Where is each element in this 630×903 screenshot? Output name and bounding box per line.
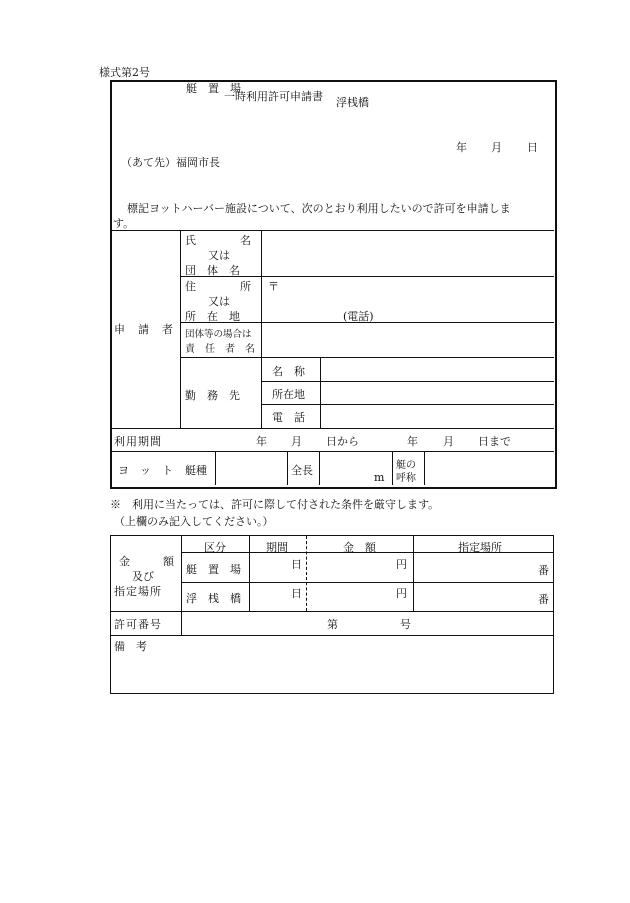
- representative-field[interactable]: [262, 323, 553, 356]
- workplace-phone-label: 電 話: [272, 411, 305, 424]
- row1-day-unit: 日: [291, 558, 302, 571]
- date-year: 年: [456, 141, 467, 154]
- representative-label-2: 責 任 者 名: [185, 344, 255, 355]
- period-from-year: 年: [256, 435, 267, 448]
- row1-yen-unit: 円: [396, 558, 407, 571]
- workplace-name-label: 名 称: [272, 365, 305, 378]
- row2-place-unit: 番: [538, 593, 549, 606]
- period-to-day: 日まで: [478, 435, 511, 448]
- postal-mark: 〒: [268, 280, 279, 293]
- phone-label: (電話): [343, 310, 374, 323]
- addressee: （あて先）福岡市長: [121, 156, 220, 169]
- remarks-label: 備 考: [114, 640, 147, 653]
- address-label-2: 又は: [208, 295, 230, 308]
- row1-place-unit: 番: [538, 564, 549, 577]
- office-use-table: [110, 535, 554, 694]
- header-category: 区分: [204, 541, 226, 554]
- amount-label-2: 及び: [132, 570, 154, 583]
- header-place: 指定場所: [458, 541, 502, 554]
- yacht-label: ヨ ッ ト: [118, 464, 173, 477]
- workplace-label: 勤 務 先: [185, 389, 240, 402]
- row1-category: 艇 置 場: [186, 563, 241, 576]
- period-from-day: 日から: [326, 435, 359, 448]
- name-label-3: 団 体 名: [185, 264, 240, 277]
- name-field[interactable]: [262, 231, 553, 275]
- title-line-2: 一時利用許可申請書: [224, 90, 323, 103]
- period-to-month: 月: [443, 435, 454, 448]
- yacht-type-field[interactable]: [216, 452, 286, 484]
- note-line-2: （上欄のみ記入してください。）: [114, 515, 274, 528]
- workplace-address-field[interactable]: [321, 382, 553, 403]
- address-label-3: 所 在 地: [185, 310, 240, 323]
- form-number: 様式第2号: [99, 66, 150, 79]
- address-field[interactable]: [262, 277, 553, 321]
- date-day: 日: [527, 141, 538, 154]
- row2-yen-unit: 円: [396, 587, 407, 600]
- workplace-address-label: 所在地: [272, 388, 305, 401]
- period-to-year: 年: [407, 435, 418, 448]
- date-month: 月: [491, 141, 502, 154]
- intro-line-2: す。: [113, 217, 135, 230]
- workplace-phone-field[interactable]: [321, 405, 553, 427]
- amount-label-3: 指定場所: [114, 585, 162, 598]
- row2-category: 浮 桟 橋: [186, 592, 241, 605]
- workplace-name-field[interactable]: [321, 358, 553, 380]
- yacht-callsign-label-2: 呼称: [396, 473, 416, 484]
- yacht-length-field[interactable]: [320, 452, 391, 484]
- header-amount: 金 額: [343, 541, 376, 554]
- title-line-3: 浮桟橋: [336, 96, 369, 109]
- address-label-1: 住 所: [185, 280, 251, 293]
- title-line-1: 艇 置 場: [186, 82, 241, 95]
- yacht-callsign-field[interactable]: [425, 452, 552, 484]
- period-field[interactable]: [181, 429, 553, 451]
- name-label-2: 又は: [208, 249, 230, 262]
- yacht-length-label: 全長: [291, 464, 313, 477]
- amount-label-1: 金 額: [119, 555, 174, 568]
- yacht-length-unit: m: [374, 471, 385, 484]
- permit-no: 第: [327, 618, 338, 631]
- period-from-month: 月: [291, 435, 302, 448]
- row2-day-unit: 日: [291, 587, 302, 600]
- period-label: 利用期間: [114, 435, 162, 448]
- yacht-callsign-label-1: 艇の: [396, 460, 416, 471]
- yacht-type-label: 艇種: [185, 464, 207, 477]
- permit-label: 許可番号: [114, 618, 162, 631]
- header-period: 期間: [266, 541, 288, 554]
- intro-line-1: 標記ヨットハーバー施設について、次のとおり利用したいので許可を申請しま: [127, 202, 511, 215]
- permit-go: 号: [400, 618, 411, 631]
- name-label-1: 氏 名: [185, 234, 251, 247]
- note-line-1: ※ 利用に当たっては、許可に際して付された条件を厳守します。: [110, 498, 440, 511]
- representative-label-1: 団体等の場合は: [185, 329, 252, 340]
- applicant-section-label: 申 請 者: [114, 323, 174, 336]
